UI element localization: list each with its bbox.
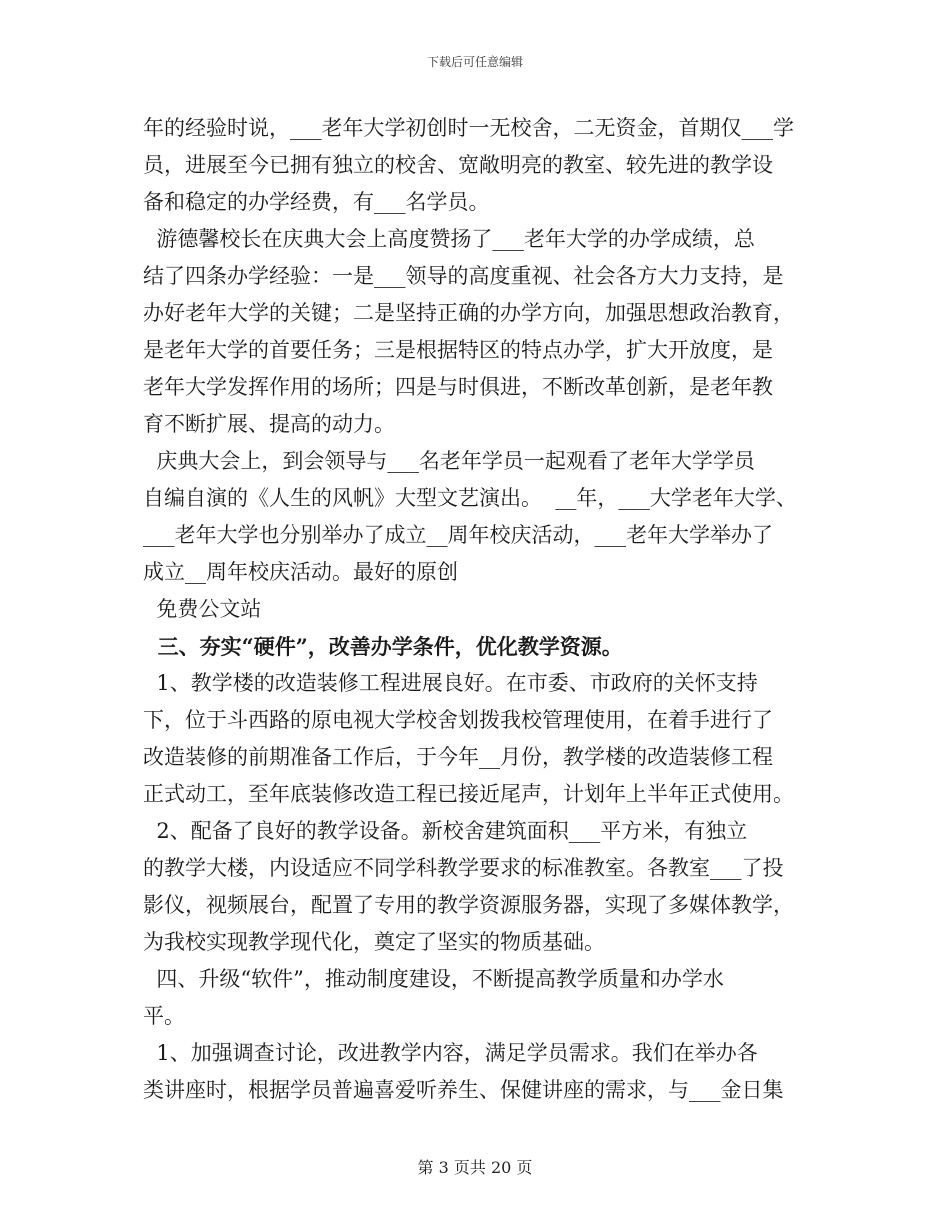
text-line: 办好老年大学的关键；二是坚持正确的办学方向，加强思想政治教育，: [143, 301, 794, 325]
text-line: 员，进展至今已拥有独立的校舍、宽敞明亮的教室、较先进的教学设: [143, 153, 773, 177]
text-line: 类讲座时，根据学员普遍喜爱听养生、保健讲座的需求，与___金日集: [143, 1078, 784, 1102]
text-line: 成立__周年校庆活动。最好的原创: [143, 560, 458, 584]
section-heading: 三、夯实“硬件”，改善办学条件，优化教学资源。: [143, 634, 623, 659]
page-number-footer: 第 3 页共 20 页: [417, 1158, 533, 1177]
text-line: 的教学大楼，内设适应不同学科教学要求的标准教室。各教室___了投: [143, 856, 784, 880]
text-line: 平。: [143, 1004, 185, 1028]
text-line: 四、升级“软件”，推动制度建设，不断提高教学质量和办学水: [143, 967, 724, 991]
text-line: 备和稳定的办学经费，有___名学员。: [143, 190, 490, 214]
text-line: 1、教学楼的改造装修工程进展良好。在市委、市政府的关怀支持: [143, 671, 758, 695]
document-body: [143, 110, 823, 1109]
text-line: 结了四条办学经验：一是___领导的高度重视、社会各方大力支持，是: [143, 264, 784, 288]
text-line: 游德馨校长在庆典大会上高度赞扬了___老年大学的办学成绩，总: [143, 227, 755, 251]
text-line: 1、加强调查讨论，改进教学内容，满足学员需求。我们在举办各: [143, 1041, 758, 1065]
text-line: 2、配备了良好的教学设备。新校舍建筑面积___平方米，有独立: [143, 819, 748, 843]
text-line: 育不断扩展、提高的动力。: [143, 412, 395, 436]
text-line: ___老年大学也分别举办了成立__周年校庆活动，___老年大学举办了: [143, 523, 773, 547]
text-line: 为我校实现教学现代化，奠定了坚实的物质基础。: [143, 930, 605, 954]
text-line: 下，位于斗西路的原电视大学校舍划拨我校管理使用，在着手进行了: [143, 708, 773, 732]
text-line: 自编自演的《人生的风帆》大型文艺演出。 __年，___大学老年大学、: [143, 486, 797, 510]
text-line: 改造装修的前期准备工作后，于今年__月份，教学楼的改造装修工程: [143, 745, 773, 769]
text-line: 老年大学发挥作用的场所；四是与时俱进，不断改革创新，是老年教: [143, 375, 773, 399]
text-line: 正式动工，至年底装修改造工程已接近尾声，计划年上半年正式使用。: [143, 782, 794, 806]
text-line: 影仪，视频展台，配置了专用的教学资源服务器，实现了多媒体教学，: [143, 893, 794, 917]
text-line: 庆典大会上，到会领导与___名老年学员一起观看了老年大学学员: [143, 449, 755, 473]
text-line: 年的经验时说，___老年大学初创时一无校舍，二无资金，首期仅___学: [143, 116, 794, 140]
text-line: 是老年大学的首要任务；三是根据特区的特点办学，扩大开放度，是: [143, 338, 773, 362]
text-line: 免费公文站: [143, 597, 262, 621]
page-header: 下载后可任意编辑: [426, 55, 523, 69]
